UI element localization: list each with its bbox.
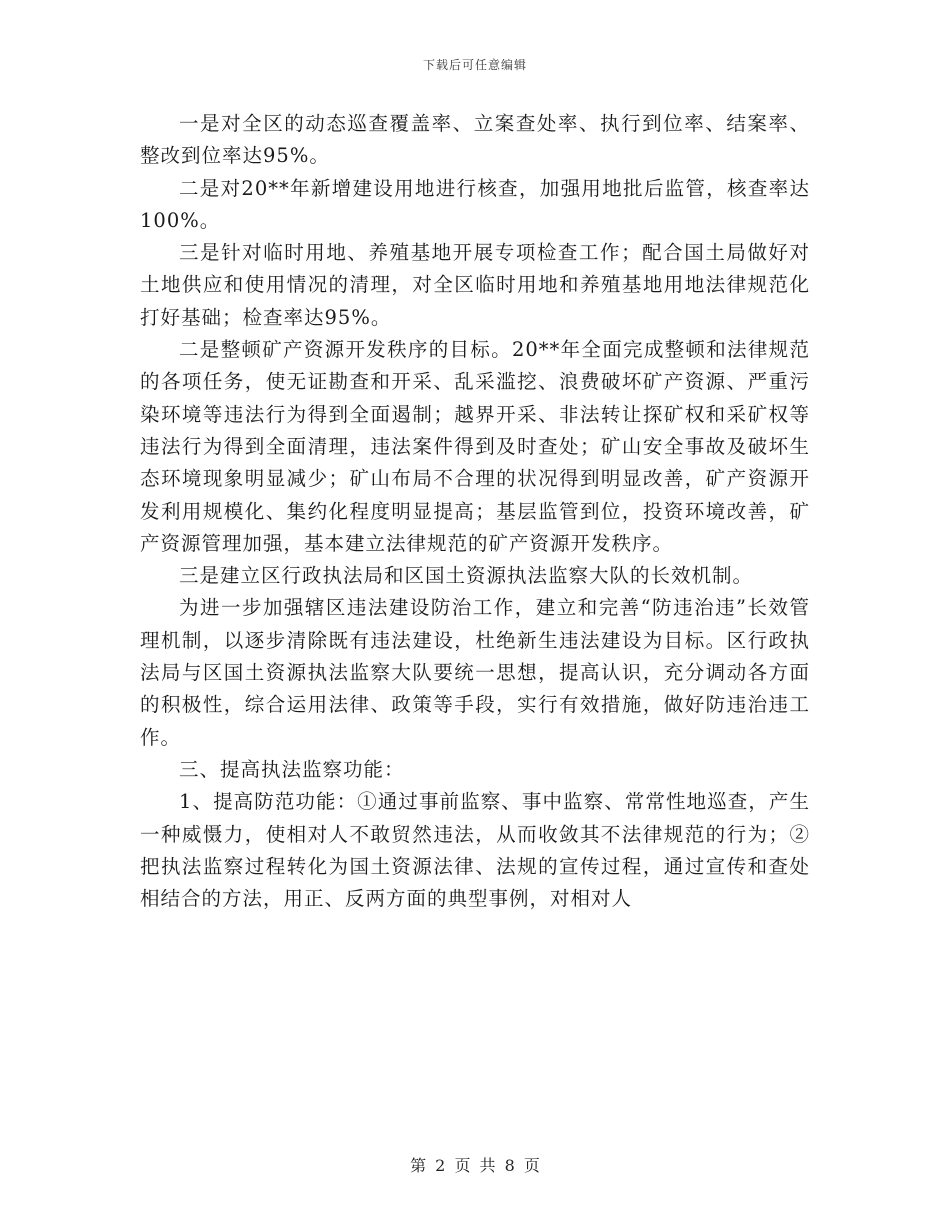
paragraph-1: 一是对全区的动态巡查覆盖率、立案查处率、执行到位率、结案率、整改到位率达95%。: [140, 112, 810, 168]
paragraph-2: 二是对20**年新增建设用地进行核查，加强用地批后监管，核查率达100%。: [140, 176, 810, 232]
document-body: [140, 108, 810, 915]
page-number: 第 2 页 共 8 页: [410, 1156, 540, 1175]
paragraph-7: 1、提高防范功能：①通过事前监察、事中监察、常常性地巡查，产生一种威慑力，使相对人不敢贸然违法，从而收敛其不法律规范的行为；②把执法监察过程转化为国土资源法律、法规的宣传过程，通过宣传和查处相结合的方法，用正、反两方面的典型事例，对相对人: [140, 790, 810, 911]
paragraph-6: 为进一步加强辖区违法建设防治工作，建立和完善“防违治违”长效管理机制，以逐步清除既有违法建设，杜绝新生违法建设为目标。区行政执法局与区国土资源执法监察大队要统一思想，提高认识，充分调动各方面的积极性，综合运用法律、政策等手段，实行有效措施，做好防违治违工作。: [140, 596, 810, 749]
paragraph-5: 三是建立区行政执法局和区国土资源执法监察大队的长效机制。: [179, 564, 754, 588]
paragraph-4: 二是整顿矿产资源开发秩序的目标。20**年全面完成整顿和法律规范的各项任务，使无证勘查和开采、乱采滥挖、浪费破坏矿产资源、严重污染环境等违法行为得到全面遏制；越界开采、非法转让探矿权和采矿权等违法行为得到全面清理，违法案件得到及时查处；矿山安全事故及破坏生态环境现象明显减少；矿山布局不合理的状况得到明显改善，矿产资源开发利用规模化、集约化程度明显提高；基层监管到位，投资环境改善，矿产资源管理加强，基本建立法律规范的矿产资源开发秩序。: [140, 338, 810, 555]
paragraph-3: 三是针对临时用地、养殖基地开展专项检查工作；配合国土局做好对土地供应和使用情况的清理，对全区临时用地和养殖基地用地法律规范化打好基础；检查率达95%。: [140, 241, 810, 329]
page-header-note: 下载后可任意编辑: [422, 58, 527, 72]
section-heading: 三、提高执法监察功能：: [179, 757, 405, 781]
